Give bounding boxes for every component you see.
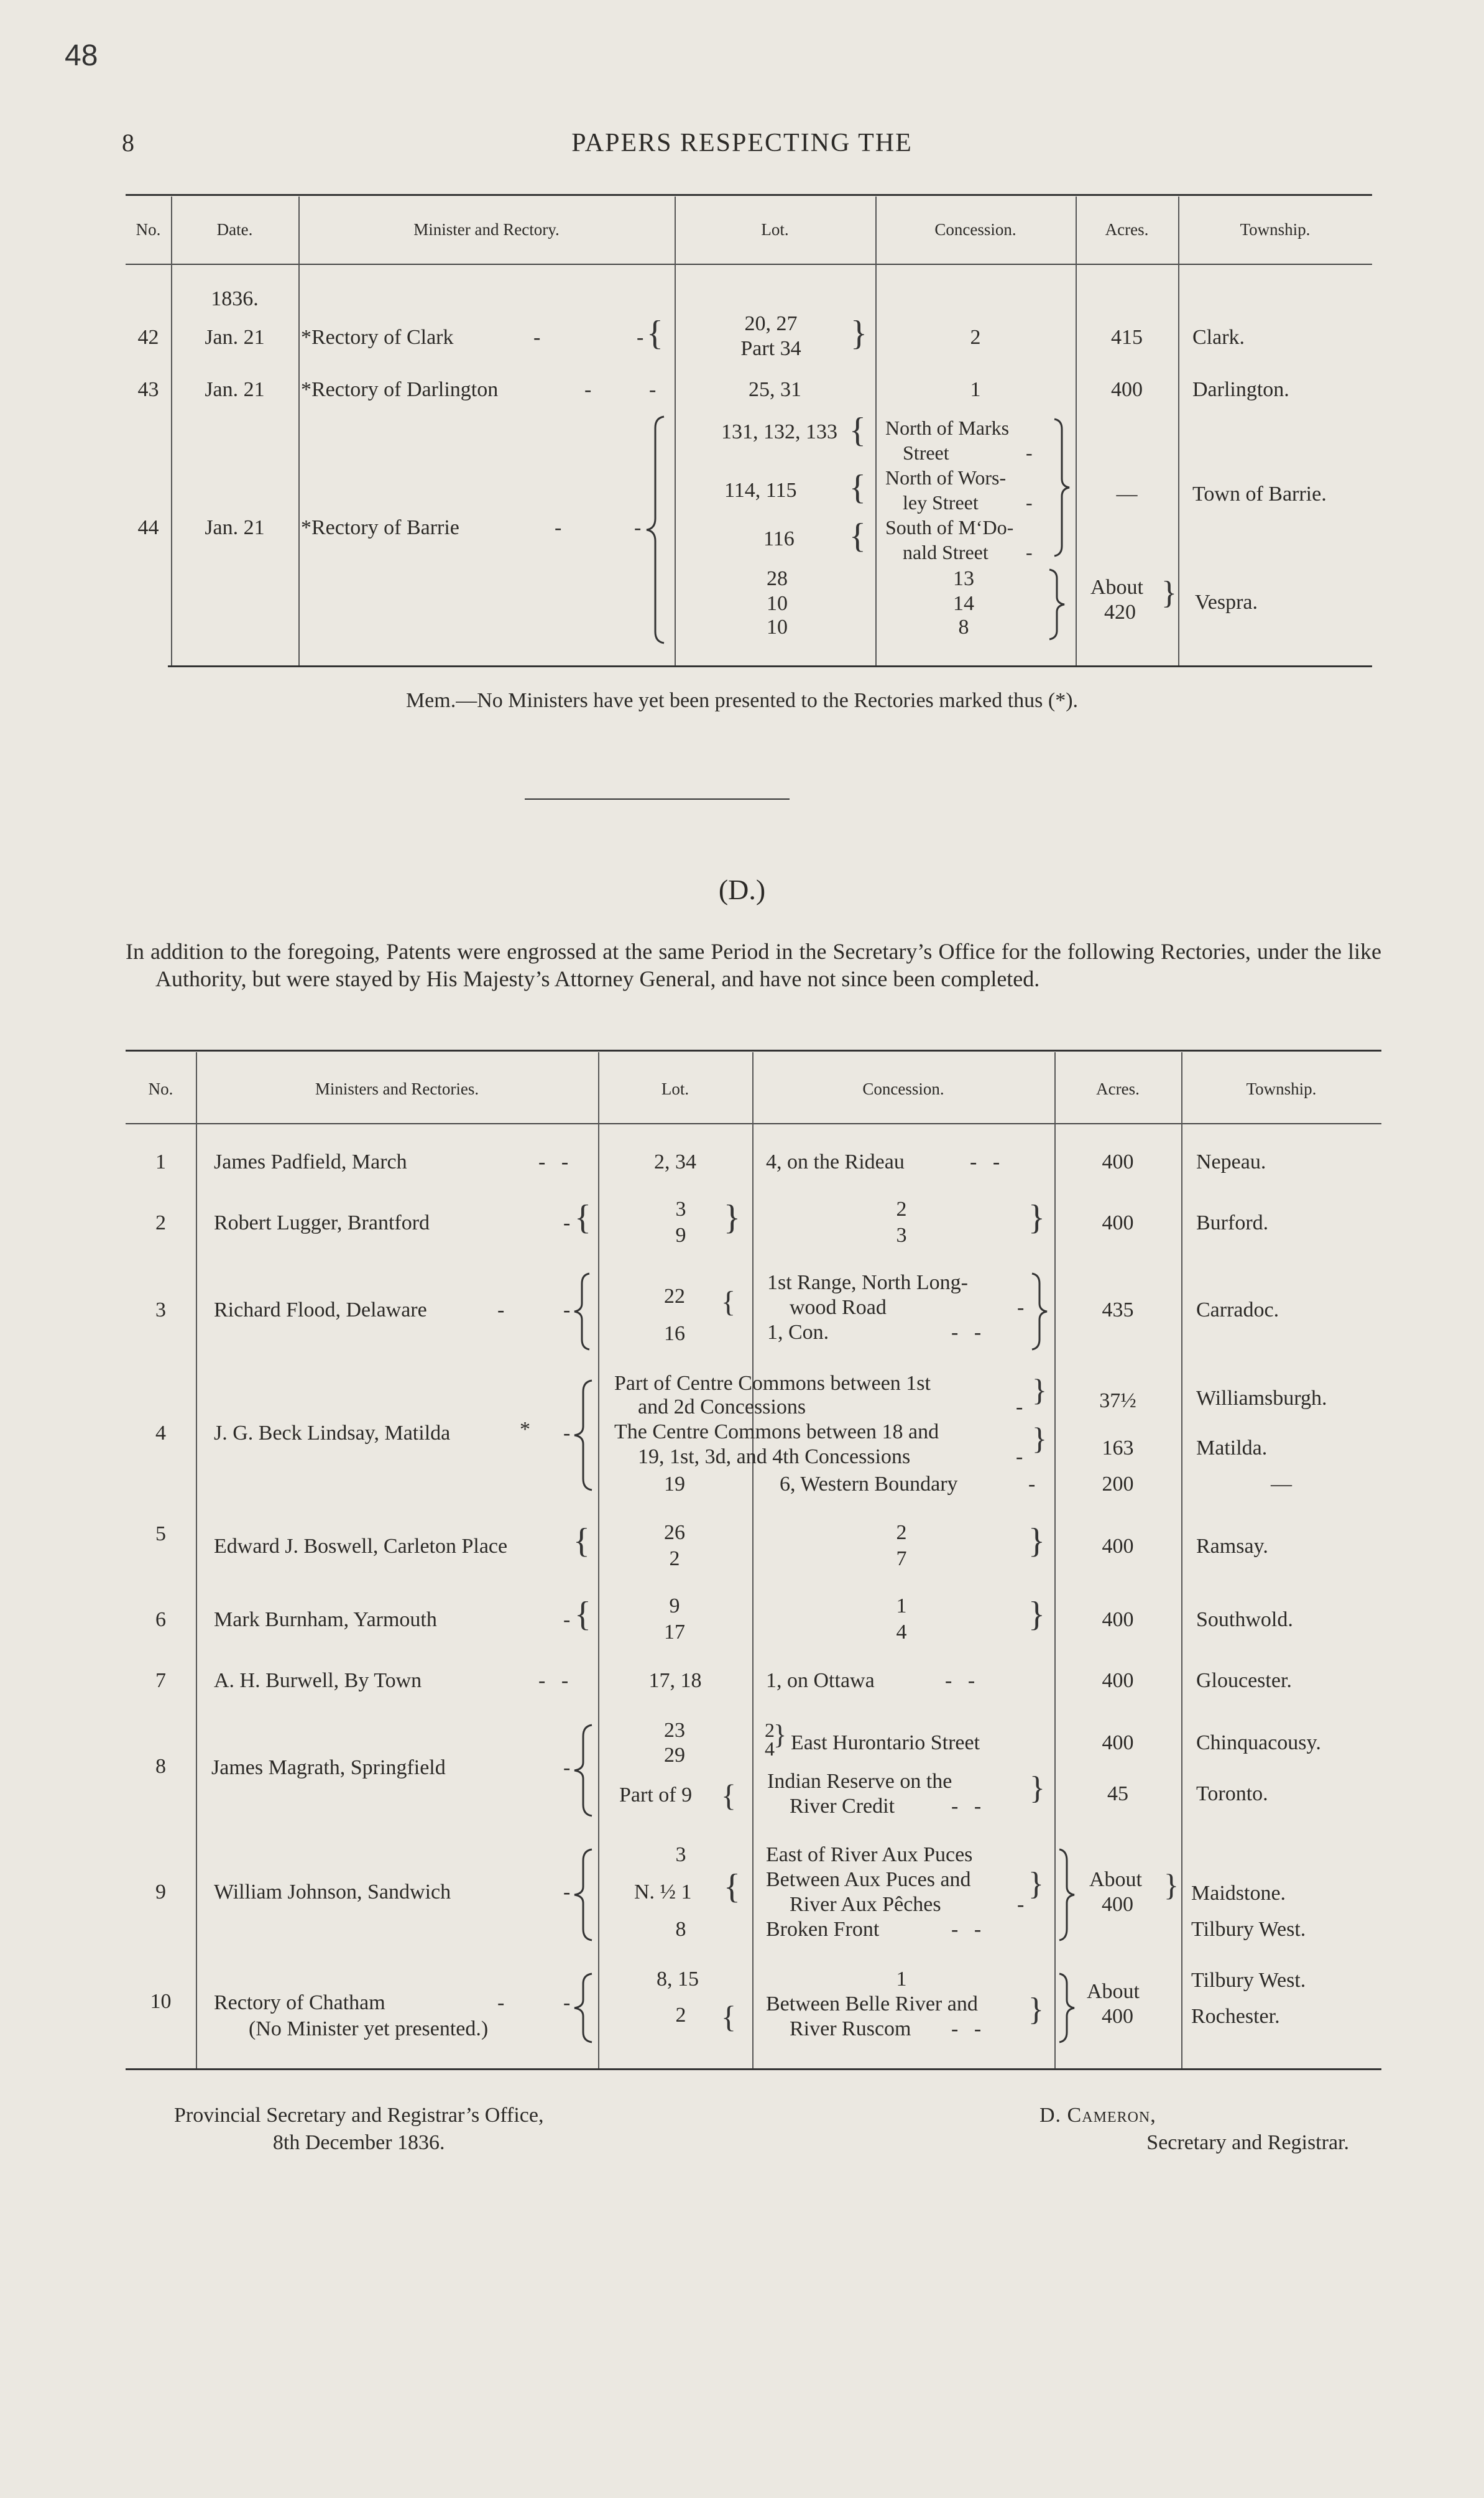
row-township: Southwold. <box>1196 1608 1293 1631</box>
row-dash: - <box>497 1298 505 1321</box>
brace-icon: { <box>849 468 866 507</box>
row-concession: Indian Reserve on the <box>767 1770 952 1793</box>
row-no: 6 <box>155 1608 166 1631</box>
large-brace-icon <box>645 415 668 644</box>
row-acres: 400 <box>1102 1535 1134 1558</box>
running-head: PAPERS RESPECTING THE <box>571 129 913 157</box>
row-no: 5 <box>155 1522 166 1545</box>
row-rectory: *Rectory of Clark <box>301 326 454 349</box>
row-acres: 400 <box>1111 378 1143 401</box>
row-dash: - <box>563 1298 571 1321</box>
row-township: Clark. <box>1192 326 1245 349</box>
row-rectory: *Rectory of Barrie <box>301 516 459 539</box>
row-no: 42 <box>137 326 159 349</box>
row-acres: 420 <box>1104 601 1136 624</box>
table1-header-rule <box>126 264 1372 265</box>
brace-icon: } <box>724 1198 740 1237</box>
table2-header-concession: Concession. <box>862 1080 944 1098</box>
row-dash: - <box>497 1991 505 2014</box>
row-concession: - <box>1026 442 1033 464</box>
row-concession: 13 <box>953 567 974 590</box>
row-concession: wood Road <box>790 1296 887 1319</box>
large-brace-icon <box>1047 568 1066 641</box>
brace-icon: } <box>1028 1866 1044 1902</box>
row-township: Williamsburgh. <box>1196 1387 1327 1410</box>
row-lot: 22 <box>664 1285 685 1308</box>
inner-page-number: 8 <box>122 129 134 157</box>
table2-header-no: No. <box>148 1080 173 1098</box>
row-township: Town of Barrie. <box>1192 483 1327 506</box>
row-rectory: *Rectory of Darlington <box>301 378 499 401</box>
row-concession: 7 <box>896 1547 907 1570</box>
brace-icon: } <box>773 1719 787 1750</box>
brace-icon: } <box>1030 1770 1045 1806</box>
table2-divider <box>196 1052 197 2068</box>
row-acres: 415 <box>1111 326 1143 349</box>
row-lot: Part of 9 <box>619 1783 693 1806</box>
row-name: James Magrath, Springfield <box>211 1756 446 1779</box>
row-concession: Between Aux Puces and <box>766 1868 971 1891</box>
row-acres: About <box>1087 1980 1140 2003</box>
row-name: Richard Flood, Delaware <box>214 1298 427 1321</box>
table1-header-lot: Lot. <box>761 220 789 239</box>
row-lot: 131, 132, 133 <box>721 420 837 443</box>
row-lot: 16 <box>664 1322 685 1345</box>
row-concession: River Aux Pêches <box>790 1893 941 1916</box>
intro-text: In addition to the foregoing, Patents were engrossed at the same Period in the Secretary’s Office for the following Rectories, under the like Authority, but were stayed by His Majesty’s Attorney General, and have not since been completed. <box>126 939 1381 991</box>
row-dash: - - <box>538 1150 569 1173</box>
row-concession: North of Wors- <box>885 466 1007 489</box>
row-dash: - <box>649 378 657 401</box>
row-concession: ley Street <box>903 491 979 514</box>
row-dash: - - <box>951 1918 982 1941</box>
row-township: Burford. <box>1196 1211 1269 1234</box>
row-township: Rochester. <box>1191 2005 1280 2028</box>
row-township: Matilda. <box>1196 1436 1268 1459</box>
row-acres: 400 <box>1102 1669 1134 1692</box>
row-concession: Between Belle River and <box>766 1992 978 2015</box>
row-dash: - <box>1016 1445 1023 1468</box>
row-dash: - <box>563 1756 571 1779</box>
table2-header-lot: Lot. <box>661 1080 689 1098</box>
brace-icon: } <box>1028 1992 1044 2027</box>
row-dash: - <box>563 1880 571 1904</box>
brace-icon: { <box>721 1778 736 1813</box>
row-dash: - - <box>951 2017 982 2040</box>
row-township: Ramsay. <box>1196 1535 1268 1558</box>
row-acres: About <box>1090 576 1143 599</box>
row-concession: 4 <box>896 1621 907 1644</box>
row-no: 43 <box>137 378 159 401</box>
large-brace-icon <box>573 1724 594 1817</box>
row-lot: 10 <box>767 616 788 639</box>
row-no: 44 <box>137 516 159 539</box>
section-divider <box>525 798 790 800</box>
footer-signature <box>1032 2102 1349 2157</box>
brace-icon: } <box>1164 1867 1179 1902</box>
row-concession: River Credit <box>790 1795 895 1818</box>
row-dash: - <box>584 378 592 401</box>
row-acres: 37½ <box>1099 1389 1136 1412</box>
row-name: Edward J. Boswell, Carleton Place <box>214 1535 508 1558</box>
row-lot: 116 <box>763 527 795 550</box>
row-date: Jan. 21 <box>205 516 265 539</box>
row-lot: 19 <box>664 1473 685 1496</box>
row-acres: 163 <box>1102 1436 1134 1459</box>
row-lot: 9 <box>675 1224 686 1247</box>
brace-icon: } <box>1028 1595 1045 1634</box>
table1-header-minister: Minister and Rectory. <box>413 220 560 239</box>
row-no: 1 <box>155 1150 166 1173</box>
row-date: Jan. 21 <box>205 378 265 401</box>
row-dash: - - <box>951 1321 982 1344</box>
row-no: 7 <box>155 1669 166 1692</box>
row-no: 9 <box>155 1880 166 1904</box>
row-concession: 4, on the Rideau <box>766 1150 905 1173</box>
row-township: Tilbury West. <box>1191 1969 1306 1992</box>
row-concession: 2 <box>970 326 981 349</box>
row-dash: - <box>1017 1296 1025 1319</box>
section-title: (D.) <box>718 874 766 905</box>
row-acres: 200 <box>1102 1473 1134 1496</box>
row-mark: * <box>520 1418 530 1441</box>
table1-divider <box>875 197 877 665</box>
memo-note: Mem.—No Ministers have yet been presented to the Rectories marked thus (*). <box>405 689 1079 712</box>
row-lot: 25, 31 <box>749 378 801 401</box>
signatory-name: D. Cameron, <box>1039 2104 1156 2127</box>
table2-top-rule <box>126 1050 1381 1052</box>
table1-header-date: Date. <box>216 220 253 239</box>
row-concession: 6, Western Boundary <box>780 1473 958 1496</box>
row-concession: - <box>1026 541 1033 563</box>
brace-icon: { <box>849 517 866 555</box>
row-lot: 3 <box>675 1198 686 1221</box>
row-dash: - <box>1028 1473 1036 1496</box>
table1-header-acres: Acres. <box>1105 220 1149 239</box>
row-concession: 2 <box>896 1521 907 1544</box>
row-concession: East Hurontario Street <box>791 1731 980 1754</box>
row-lot: N. ½ 1 <box>634 1880 692 1904</box>
row-lot: 114, 115 <box>724 479 797 502</box>
footer-date: 8th December 1836. <box>272 2131 445 2154</box>
table2-divider <box>598 1052 599 2068</box>
brace-icon: } <box>1028 1522 1045 1560</box>
table1-bottom-rule <box>168 665 1372 667</box>
span-text: The Centre Commons between 18 and <box>614 1420 939 1443</box>
row-dash: - <box>637 326 644 349</box>
row-township: Tilbury West. <box>1191 1918 1306 1941</box>
row-township: — <box>1271 1473 1292 1496</box>
row-concession: 1 <box>896 1968 907 1991</box>
row-acres: 435 <box>1102 1298 1134 1321</box>
table2-header-acres: Acres. <box>1096 1080 1140 1098</box>
span-text: and 2d Concessions <box>638 1395 806 1418</box>
row-lot: 2 <box>669 1547 680 1570</box>
row-lot: 29 <box>664 1744 685 1767</box>
row-lot: 26 <box>664 1521 685 1544</box>
brace-icon: { <box>647 314 663 353</box>
row-lot: Part 34 <box>740 337 801 360</box>
row-dash: - <box>533 326 541 349</box>
row-township: Carradoc. <box>1196 1298 1279 1321</box>
row-dash: - <box>563 1211 571 1234</box>
table2-header-township: Township. <box>1246 1080 1317 1098</box>
row-lot: 28 <box>767 567 788 590</box>
footer-office <box>174 2102 544 2157</box>
row-concession: East of River Aux Puces <box>766 1843 973 1866</box>
row-acres: 45 <box>1107 1782 1128 1805</box>
table1-top-rule <box>126 194 1372 196</box>
row-no: 2 <box>155 1211 166 1234</box>
row-township: Darlington. <box>1192 378 1289 401</box>
large-brace-icon <box>573 1848 594 1941</box>
brace-icon: } <box>1161 575 1177 611</box>
row-dash: - <box>563 1608 571 1631</box>
large-brace-icon <box>1057 1848 1076 1941</box>
large-brace-icon <box>1030 1272 1048 1351</box>
table2-divider <box>1054 1052 1056 2068</box>
row-acres: About <box>1089 1868 1142 1891</box>
row-acres: 400 <box>1102 1608 1134 1631</box>
outer-page-number: 48 <box>65 39 98 72</box>
row-no: 4 <box>155 1422 166 1445</box>
brace-icon: } <box>850 314 867 353</box>
table2-divider <box>1181 1052 1182 2068</box>
row-township: Toronto. <box>1196 1782 1268 1805</box>
table1-header-township: Township. <box>1240 220 1311 239</box>
row-no: 10 <box>150 1990 172 2013</box>
row-lot: 8, 15 <box>657 1968 699 1991</box>
row-township: Vespra. <box>1195 591 1258 614</box>
row-acres: 400 <box>1102 1731 1134 1754</box>
row-concession: 1 <box>970 378 981 401</box>
brace-icon: { <box>724 1867 740 1906</box>
row-no: 8 <box>155 1755 166 1778</box>
table2-bottom-rule <box>126 2068 1381 2070</box>
table1-divider <box>171 197 172 665</box>
brace-icon: } <box>1032 1421 1047 1456</box>
row-name: Robert Lugger, Brantford <box>214 1211 430 1234</box>
row-acres: — <box>1116 483 1138 506</box>
brace-icon: { <box>849 411 866 450</box>
table1-year: 1836. <box>211 287 259 310</box>
table1-header-concession: Concession. <box>934 220 1016 239</box>
row-lot: 9 <box>669 1594 680 1617</box>
row-lot: 17, 18 <box>648 1669 702 1692</box>
row-township: Maidstone. <box>1191 1882 1286 1905</box>
brace-icon: { <box>573 1522 590 1560</box>
row-lot: 10 <box>767 592 788 615</box>
row-concession: 2 <box>765 1719 775 1741</box>
row-dash: - <box>563 1991 571 2014</box>
row-acres: 400 <box>1102 1150 1134 1173</box>
brace-icon: { <box>721 1999 736 2034</box>
row-name: James Padfield, March <box>214 1150 407 1173</box>
large-brace-icon <box>573 1973 594 2043</box>
row-concession: 14 <box>953 592 974 615</box>
brace-icon: { <box>574 1198 591 1237</box>
row-concession: River Ruscom <box>790 2017 911 2040</box>
table2-header-rule <box>126 1123 1381 1124</box>
row-dash: - <box>563 1422 571 1445</box>
row-township: Gloucester. <box>1196 1669 1292 1692</box>
table2-divider <box>752 1052 754 2068</box>
row-name: A. H. Burwell, By Town <box>214 1669 422 1692</box>
row-concession: 3 <box>896 1224 907 1247</box>
span-text: Part of Centre Commons between 1st <box>614 1372 931 1395</box>
signatory-title: Secretary and Registrar. <box>1146 2131 1349 2154</box>
brace-icon: { <box>721 1285 736 1318</box>
table2-header-ministers: Ministers and Rectories. <box>315 1080 479 1098</box>
table1-divider <box>675 197 676 665</box>
row-lot: 2 <box>675 2004 686 2027</box>
row-no: 3 <box>155 1298 166 1321</box>
table1-divider <box>1178 197 1179 665</box>
row-acres: 400 <box>1102 1211 1134 1234</box>
row-name-note: (No Minister yet presented.) <box>249 2017 489 2040</box>
row-concession: 2 <box>896 1198 907 1221</box>
row-acres: 400 <box>1102 1893 1133 1916</box>
row-concession: 8 <box>958 616 969 639</box>
large-brace-icon <box>1057 1973 1076 2043</box>
row-concession: Broken Front <box>766 1918 880 1941</box>
row-concession: 4 <box>765 1737 775 1760</box>
row-concession: 1, on Ottawa <box>766 1669 875 1692</box>
brace-icon: } <box>1028 1198 1045 1237</box>
footer-office-line: Provincial Secretary and Registrar’s Office, <box>174 2104 544 2127</box>
row-dash: - <box>555 516 562 539</box>
row-dash: - - <box>945 1669 975 1692</box>
row-lot: 8 <box>675 1918 686 1941</box>
row-lot: 20, 27 <box>744 312 798 335</box>
row-concession: 1, Con. <box>767 1321 829 1344</box>
row-name: J. G. Beck Lindsay, Matilda <box>214 1422 451 1445</box>
row-name: Rectory of Chatham <box>214 1991 385 2014</box>
row-dash: - - <box>951 1795 982 1818</box>
row-acres: 400 <box>1102 2005 1133 2028</box>
row-dash: - <box>1017 1893 1025 1916</box>
row-name: William Johnson, Sandwich <box>214 1880 451 1904</box>
row-date: Jan. 21 <box>205 326 265 349</box>
row-dash: - <box>1016 1395 1023 1418</box>
row-township: Chinquacousy. <box>1196 1731 1321 1754</box>
row-concession: nald Street <box>903 541 989 563</box>
row-lot: 3 <box>675 1843 686 1866</box>
row-concession: South of M‘Do- <box>885 516 1014 539</box>
row-lot: 2, 34 <box>654 1150 696 1173</box>
table1-divider <box>298 197 300 665</box>
row-township: Nepeau. <box>1196 1150 1266 1173</box>
row-name: Mark Burnham, Yarmouth <box>214 1608 437 1631</box>
large-brace-icon <box>573 1379 594 1491</box>
row-dash: - - <box>538 1669 569 1692</box>
intro-paragraph <box>126 938 1381 992</box>
row-concession: - <box>1026 491 1033 514</box>
row-concession: 1 <box>896 1594 907 1617</box>
row-concession: 1st Range, North Long- <box>767 1271 968 1294</box>
brace-icon: } <box>1032 1372 1047 1407</box>
span-text: 19, 1st, 3d, and 4th Concessions <box>638 1445 911 1468</box>
row-lot: 23 <box>664 1719 685 1742</box>
row-concession: Street <box>903 442 949 464</box>
row-concession: North of Marks <box>885 417 1010 439</box>
large-brace-icon <box>573 1272 592 1351</box>
large-brace-icon <box>1052 418 1071 557</box>
table1-divider <box>1076 197 1077 665</box>
row-lot: 17 <box>664 1621 685 1644</box>
brace-icon: { <box>574 1595 591 1634</box>
table1-header-no: No. <box>136 220 161 239</box>
row-dash: - <box>634 516 642 539</box>
row-dash: - - <box>970 1150 1000 1173</box>
